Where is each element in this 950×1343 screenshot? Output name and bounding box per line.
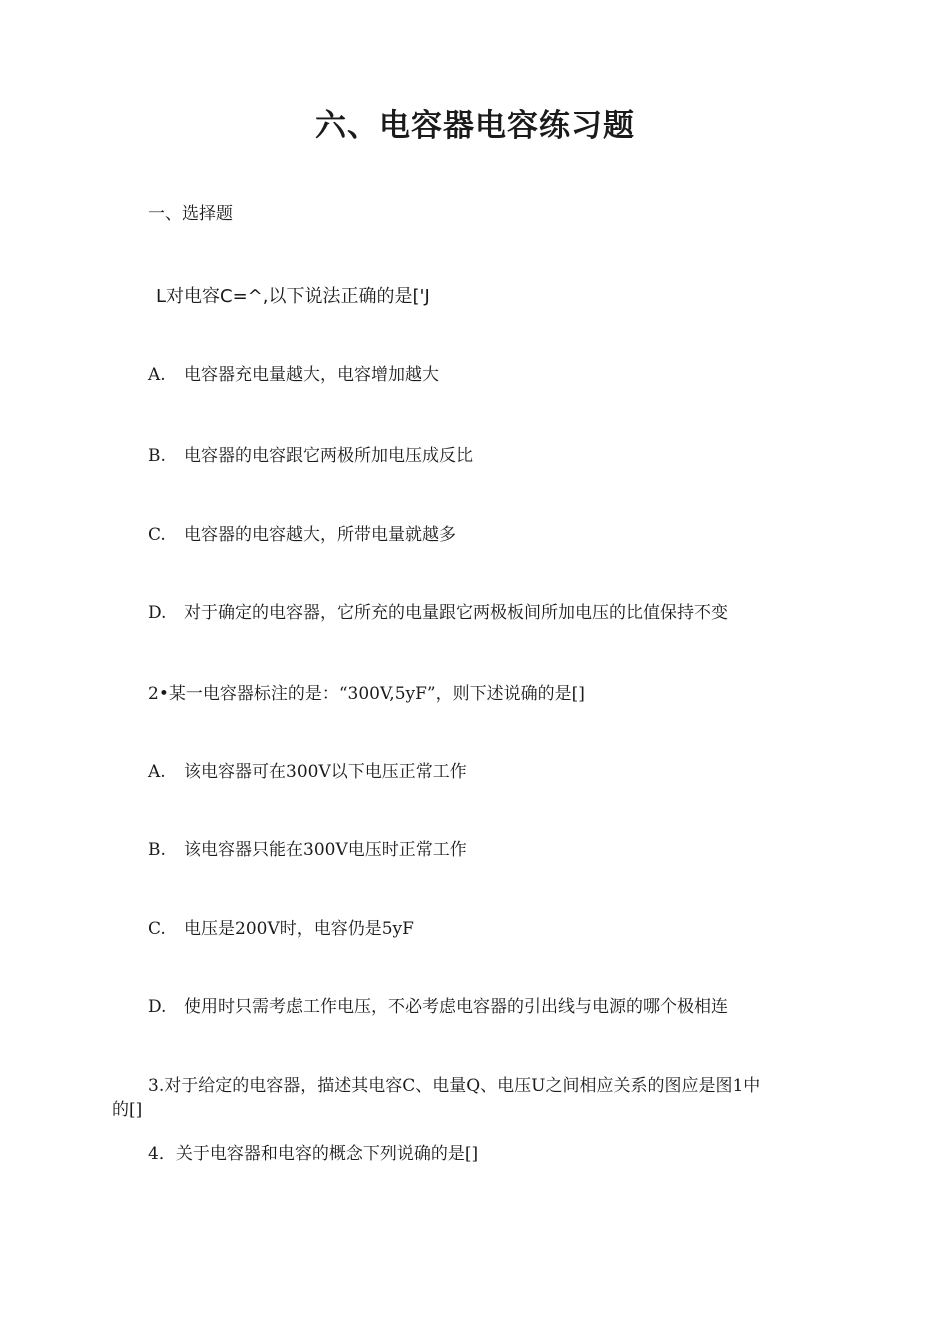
- option-text: 该电容器可在300V以下电压正常工作: [184, 762, 467, 782]
- question-3-stem-line-1: 3.对于给定的电容器，描述其电容C、电量Q、电压U之间相应关系的图应是图1中: [148, 1076, 761, 1096]
- option-text: 电压是200V时，电容仍是5yF: [184, 919, 414, 939]
- option-letter: C.: [148, 919, 166, 939]
- option-letter: A.: [148, 762, 166, 782]
- question-2-stem: 2•某一电容器标注的是：“300V,5yF”，则下述说确的是[]: [148, 684, 585, 704]
- question-4-stem: 4．关于电容器和电容的概念下列说确的是[]: [148, 1144, 479, 1164]
- option-text: 电容器充电量越大，电容增加越大: [184, 365, 439, 385]
- option-text: 使用时只需考虑工作电压，不必考虑电容器的引出线与电源的哪个极相连: [184, 997, 728, 1017]
- question-1-option-c: [148, 524, 456, 546]
- option-text: 该电容器只能在300V电压时正常工作: [184, 840, 467, 860]
- question-2-option-d: [148, 996, 728, 1018]
- option-letter: A.: [148, 365, 166, 385]
- question-1-stem: L对电容C=^,以下说法正确的是['J: [156, 286, 430, 307]
- question-2-option-a: [148, 761, 467, 783]
- question-1-option-b: [148, 445, 473, 467]
- question-2-option-c: [148, 918, 414, 940]
- question-1-option-d: [148, 602, 728, 624]
- section-heading: 一、选择题: [148, 204, 233, 224]
- option-text: 电容器的电容跟它两极所加电压成反比: [184, 446, 473, 466]
- page-title: 六、电容器电容练习题: [315, 108, 635, 144]
- option-text: 对于确定的电容器，它所充的电量跟它两极板间所加电压的比值保持不变: [184, 603, 728, 623]
- option-letter: B.: [148, 840, 166, 860]
- question-3-stem-line-2: 的[]: [112, 1100, 143, 1120]
- option-letter: C.: [148, 525, 166, 545]
- option-letter: D.: [148, 603, 167, 623]
- question-2-option-b: [148, 839, 467, 861]
- option-text: 电容器的电容越大，所带电量就越多: [184, 525, 456, 545]
- question-1-option-a: [148, 364, 439, 386]
- option-letter: D.: [148, 997, 167, 1017]
- option-letter: B.: [148, 446, 166, 466]
